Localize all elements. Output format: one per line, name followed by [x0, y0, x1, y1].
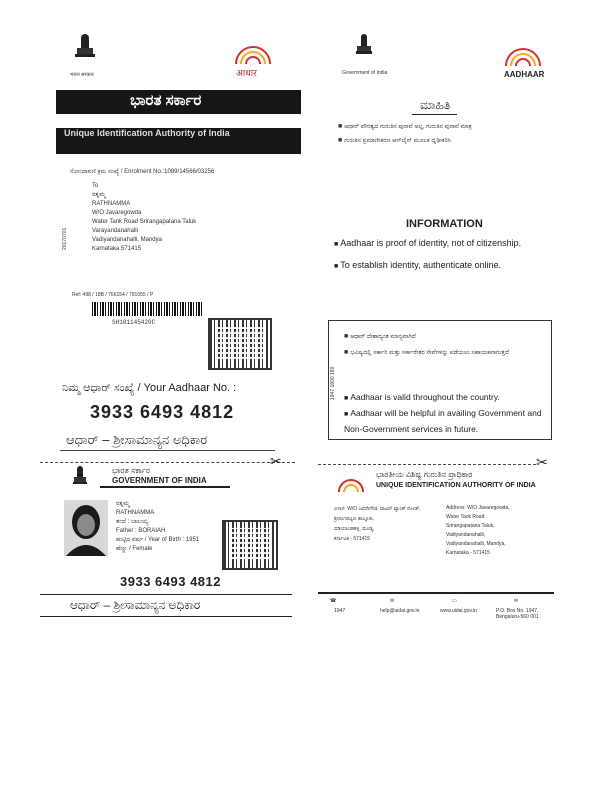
- cut-line: [318, 464, 536, 465]
- english-info-list: [334, 236, 574, 274]
- back-header-english: UNIQUE IDENTIFICATION AUTHORITY OF INDIA: [376, 482, 536, 489]
- card-qr-code: [222, 520, 278, 570]
- card-header-english: GOVERNMENT OF INDIA: [112, 476, 207, 485]
- list-item: ■ ಗುರುತಿನ ಪ್ರಮಾಣೀಕರಣ ಆನ್‌ಲೈನ್ ಮೂಲಕ ದೃಢೀಕರಿಸಿ: [338, 137, 451, 144]
- bullet-icon: ■: [338, 123, 345, 130]
- bullet-icon: ■: [334, 263, 341, 270]
- qr-code: [208, 318, 272, 370]
- address-line: Water Tank Road: [446, 514, 485, 520]
- phone-icon: ☎: [330, 598, 337, 604]
- gender: ಹೆಣ್ಣು / Female: [116, 546, 153, 552]
- list-item: ■ ಆಧಾರ್ ದೇಶಾದ್ಯಂತ ಮಾನ್ಯವಾಗಿದೆ: [344, 333, 416, 340]
- card-slogan-rule: [40, 594, 292, 595]
- back-header-kannada: ಭಾರತೀಯ ವಿಶಿಷ್ಟ ಗುರುತಿನ ಪ್ರಾಧಿಕಾರ: [376, 470, 473, 479]
- name-english: RATHNAMMA: [116, 510, 155, 516]
- footer-website: www.uidai.gov.in: [440, 608, 477, 614]
- footer-phone: 1947: [334, 608, 346, 614]
- footer-po-box: P.O. Box No. 1947, Bengaluru-560 001: [496, 608, 539, 620]
- scissors-icon: ✂: [270, 453, 282, 469]
- web-icon: ▭: [452, 598, 457, 604]
- header-english: Unique Identification Authority of India: [64, 128, 230, 138]
- address-line: Vadiyandanahalli, Mandya: [92, 237, 162, 243]
- list-item: ■ ಆಧಾರ್ ಪೌರತ್ವದ ಗುರುತಿನ ಪುರಾವೆ ಅಲ್ಲ, ಗುರುತಿನ ಪುರಾವೆ ಮಾತ್ರ: [338, 123, 472, 130]
- address-line: Address: W/O Javaregowda,: [446, 505, 510, 511]
- list-item: ■ Aadhaar is valid throughout the country.: [344, 392, 500, 402]
- photo: [64, 500, 108, 556]
- email-icon: ✉: [390, 598, 395, 604]
- father-kannada: ತಂದೆ : ಬಾಲಯ್ಯ: [116, 519, 149, 525]
- list-item: ■ Aadhaar is proof of identity, not of citizenship.: [334, 238, 522, 248]
- address-line: ರತ್ನಮ್ಮ: [92, 192, 106, 198]
- national-emblem-icon: [70, 34, 100, 75]
- reference-line: Ref: 498 / 18B / 766154 / 791055 / P: [72, 292, 154, 298]
- bullet-icon: ■: [344, 333, 351, 340]
- aadhaar-number-label: ನಿಮ್ಮ ಆಧಾರ್ ಸಂಖ್ಯೆ / Your Aadhaar No. :: [62, 382, 237, 394]
- enrolment-number: ನೋಂದಾವಣಿ ಕ್ರಮ ಸಂಖ್ಯೆ / Enrolment No.:1089/14566/03256: [70, 169, 215, 175]
- aadhaar-logo-text: आधार: [236, 68, 257, 78]
- recipient-address: [92, 182, 196, 254]
- box-side-code: 1947 1800 180: [330, 366, 336, 400]
- card-aadhaar-number: 3933 6493 4812: [120, 574, 221, 589]
- card-details: [116, 500, 199, 554]
- back-address-english: [446, 504, 510, 558]
- address-line: ಕರ್ನಾಟಕ - 571415: [334, 536, 371, 542]
- address-line: Karnataka 571415: [92, 246, 142, 252]
- bullet-icon: ■: [344, 411, 351, 418]
- aadhaar-logo-icon: [500, 38, 546, 73]
- card-slogan: ಆಧಾರ್ – ಶ್ರೀಸಾಮಾನ್ಯನ ಅಧಿಕಾರ: [70, 598, 201, 612]
- address-line: Srirangapatana Taluk,: [446, 523, 495, 529]
- mail-box-icon: ✉: [514, 598, 519, 604]
- slogan-underline: [60, 450, 275, 451]
- list-item: ■ Aadhaar will be helpful in availing Government and Non-Government services in future.: [344, 408, 542, 434]
- address-line: Karnataka - 571415: [446, 550, 490, 556]
- list-item: ■ ಭವಿಷ್ಯದಲ್ಲಿ ಸರ್ಕಾರಿ ಮತ್ತು ಸರ್ಕಾರೇತರ ಸೇವೆಗಳನ್ನು ಪಡೆಯಲು ಸಹಾಯಕವಾಗುತ್ತದೆ: [344, 349, 509, 356]
- mahiti-heading: ಮಾಹಿತಿ: [420, 98, 451, 112]
- address-line: Water Tank Road Srirangapatana Taluk: [92, 219, 197, 225]
- address-line: ಶ್ರೀರಂಗಪಟ್ಟಣ ತಾಲ್ಲೂಕು,: [334, 516, 375, 522]
- aadhaar-logo-icon: [336, 472, 366, 499]
- bullet-icon: ■: [334, 241, 341, 248]
- bullet-icon: ■: [338, 137, 345, 144]
- side-code: 20170701: [62, 227, 68, 250]
- bullet-icon: ■: [344, 349, 351, 356]
- back-address-kannada: [334, 504, 444, 544]
- address-line: W/O Javaregowda: [92, 210, 142, 216]
- national-emblem-icon: [70, 466, 90, 497]
- address-line: ವಡಿಯಾಂಡಹಳ್ಳಿ, ಮಂಡ್ಯ,: [334, 526, 375, 532]
- name-kannada: ರತ್ನಮ್ಮ: [116, 501, 130, 507]
- card-header-kannada: ಭಾರತ ಸರ್ಕಾರ: [112, 466, 151, 475]
- mahiti-underline: [412, 114, 457, 115]
- address-line: Vadiyandanahalli,: [446, 532, 486, 538]
- address-line: Varayandanahalli: [92, 228, 138, 234]
- box-kannada-list: [344, 332, 544, 358]
- barcode: [92, 302, 202, 316]
- footer-rule: [318, 592, 554, 594]
- address-line: Vadiyandanahalli, Mandya,: [446, 541, 506, 547]
- kannada-info-list: [338, 122, 578, 146]
- address-line: RATHNAMMA: [92, 201, 131, 207]
- bullet-icon: ■: [344, 395, 351, 402]
- card-slogan-rule: [40, 616, 292, 617]
- father-english: Father : BORAIAH: [116, 528, 166, 534]
- national-emblem-icon: [352, 34, 376, 69]
- date-of-birth: ಹುಟ್ಟಿದ ವರ್ಷ / Year of Birth : 1951: [116, 537, 200, 543]
- aadhaar-number: 3933 6493 4812: [90, 402, 235, 422]
- header-kannada: ಭಾರತ ಸರ್ಕಾರ: [130, 92, 202, 109]
- list-item: ■ To establish identity, authenticate online.: [334, 260, 502, 270]
- card-header-rule: [100, 486, 230, 488]
- scissors-icon: ✂: [536, 454, 548, 470]
- cut-line: [40, 462, 295, 463]
- emblem-caption: भारत सरकार: [70, 72, 94, 78]
- emblem-caption: Government of India: [342, 70, 388, 76]
- aadhaar-logo-text: AADHAAR: [504, 70, 545, 79]
- barcode-number: SH101145420C: [112, 319, 156, 326]
- box-english-list: [344, 390, 544, 436]
- footer-email: help@uidai.gov.in: [380, 608, 420, 614]
- slogan: ಆಧಾರ್ – ಶ್ರೀಸಾಮಾನ್ಯನ ಅಧಿಕಾರ: [66, 432, 208, 447]
- address-line: To: [92, 183, 99, 189]
- information-title: INFORMATION: [406, 218, 483, 230]
- address-line: ವಿಳಾಸ: W/O ಜವರೇಗೌಡ, ವಾಟರ್ ಟ್ಯಾಂಕ್ ರೋಡ್,: [334, 506, 421, 512]
